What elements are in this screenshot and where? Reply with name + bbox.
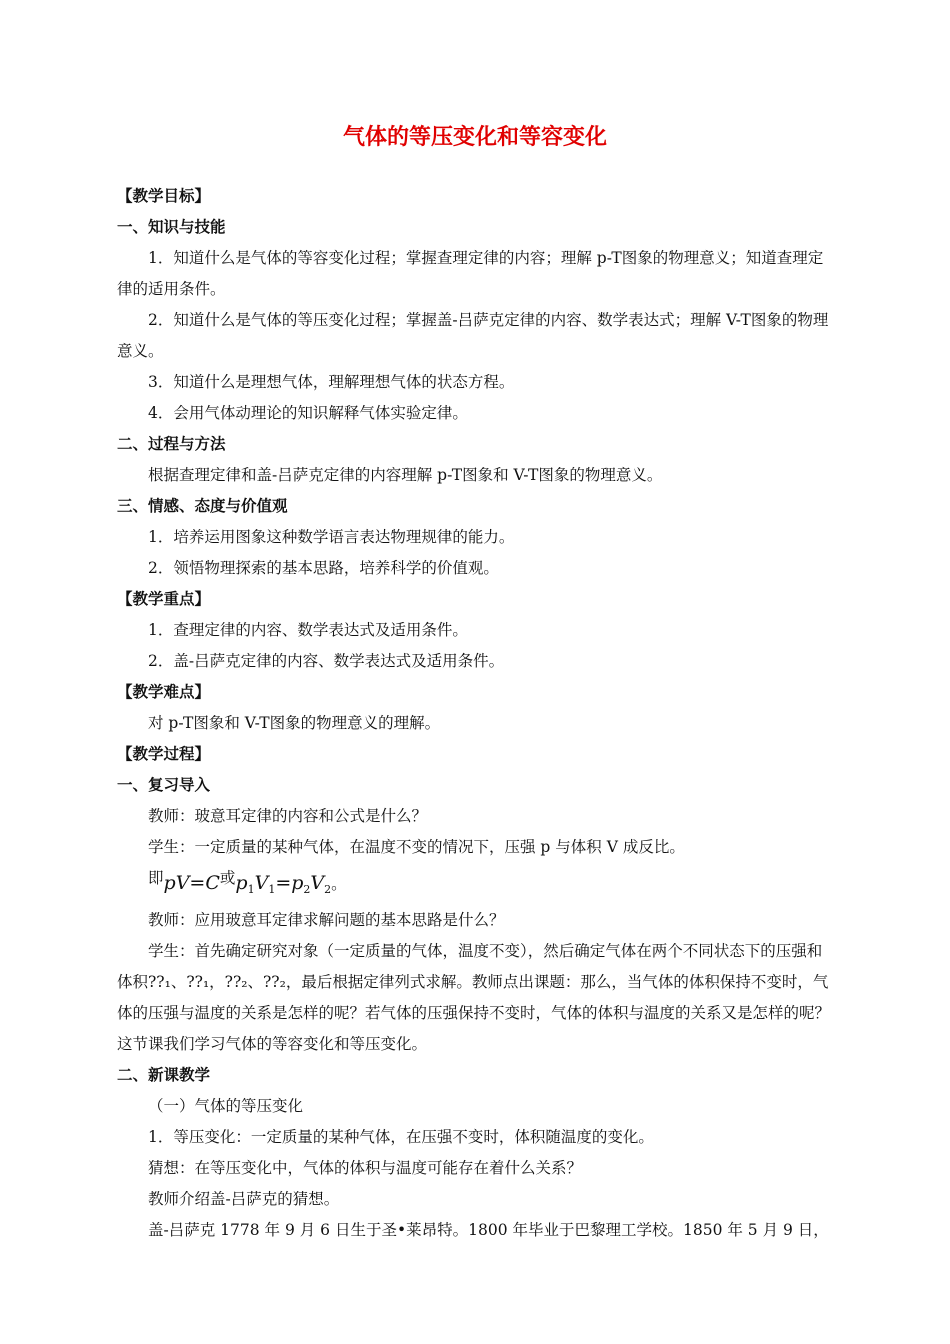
document-title: 气体的等压变化和等容变化: [342, 125, 607, 150]
dialogue-line: 教师：玻意耳定律的内容和公式是什么？: [148, 807, 428, 825]
section-heading-objectives: 【教学目标】: [117, 187, 211, 205]
objective-item: 3．知道什么是理想气体，理解理想气体的状态方程。: [148, 373, 515, 391]
section-heading-process: 【教学过程】: [117, 745, 211, 763]
objective-item: 2．知道什么是气体的等压变化过程；掌握盖-吕萨克定律的内容、数学表达式；理解 V-T图象的物理意义。: [117, 311, 829, 360]
subheading-values: 三、情感、态度与价值观: [117, 497, 288, 515]
section-heading-key-points: 【教学重点】: [117, 590, 211, 608]
sub-section-label: （一）气体的等压变化: [148, 1097, 304, 1116]
objective-item: 1．知道什么是气体的等容变化过程；掌握查理定律的内容；理解 p-T图象的物理意义；知道查理定律的适用条件。: [117, 249, 824, 298]
dialogue-line: 学生：首先确定研究对象（一定质量的气体，温度不变），然后确定气体在两个不同状态下的压强和体积??₁、??₁，??₂、??₂，最后根据定律列式求解。教师点出课题：那么，当气体的体积保持不变时，气体的压强与温度的关系是怎样的呢？若气体的压强保持不变时，气体的体积与温度的关系又是怎样的呢？这节课我们学习气体的等容变化和等压变化。: [117, 942, 831, 1054]
paragraph: 教师介绍盖-吕萨克的猜想。: [148, 1190, 340, 1209]
dialogue-line: 学生：一定质量的某种气体，在温度不变的情况下，压强 p 与体积 V 成反比。: [148, 838, 685, 856]
paragraph: 猜想：在等压变化中，气体的体积与温度可能存在着什么关系？: [148, 1159, 583, 1178]
objective-item: 1．培养运用图象这种数学语言表达物理规律的能力。: [148, 528, 515, 546]
objective-item: 4．会用气体动理论的知识解释气体实验定律。: [148, 404, 468, 422]
subheading-knowledge-skills: 一、知识与技能: [117, 218, 226, 236]
paragraph: 1．等压变化：一定质量的某种气体，在压强不变时，体积随温度的变化。: [148, 1128, 654, 1147]
paragraph: 盖-吕萨克 1778 年 9 月 6 日生于圣•莱昂特。1800 年毕业于巴黎理工学校。1850 年 5 月 9 日，: [148, 1221, 829, 1240]
paragraph: 对 p-T图象和 V-T图象的物理意义的理解。: [148, 714, 441, 732]
objective-item: 2．领悟物理探索的基本思路，培养科学的价值观。: [148, 559, 499, 577]
section-heading-difficulties: 【教学难点】: [117, 683, 211, 701]
key-point-item: 2．盖-吕萨克定律的内容、数学表达式及适用条件。: [148, 652, 505, 670]
subheading-review: 一、复习导入: [117, 776, 211, 794]
subheading-process-method: 二、过程与方法: [117, 435, 226, 453]
paragraph: 根据查理定律和盖-吕萨克定律的内容理解 p-T图象和 V-T图象的物理意义。: [148, 466, 663, 484]
document-body: [117, 181, 837, 1246]
key-point-item: 1．查理定律的内容、数学表达式及适用条件。: [148, 621, 468, 639]
subheading-new-lesson: 二、新课教学: [117, 1066, 211, 1085]
dialogue-line: 教师：应用玻意耳定律求解问题的基本思路是什么？: [148, 911, 505, 930]
boyle-formula: 即pV=C或$p_1V_1=p_2V_2$。: [148, 869, 347, 897]
